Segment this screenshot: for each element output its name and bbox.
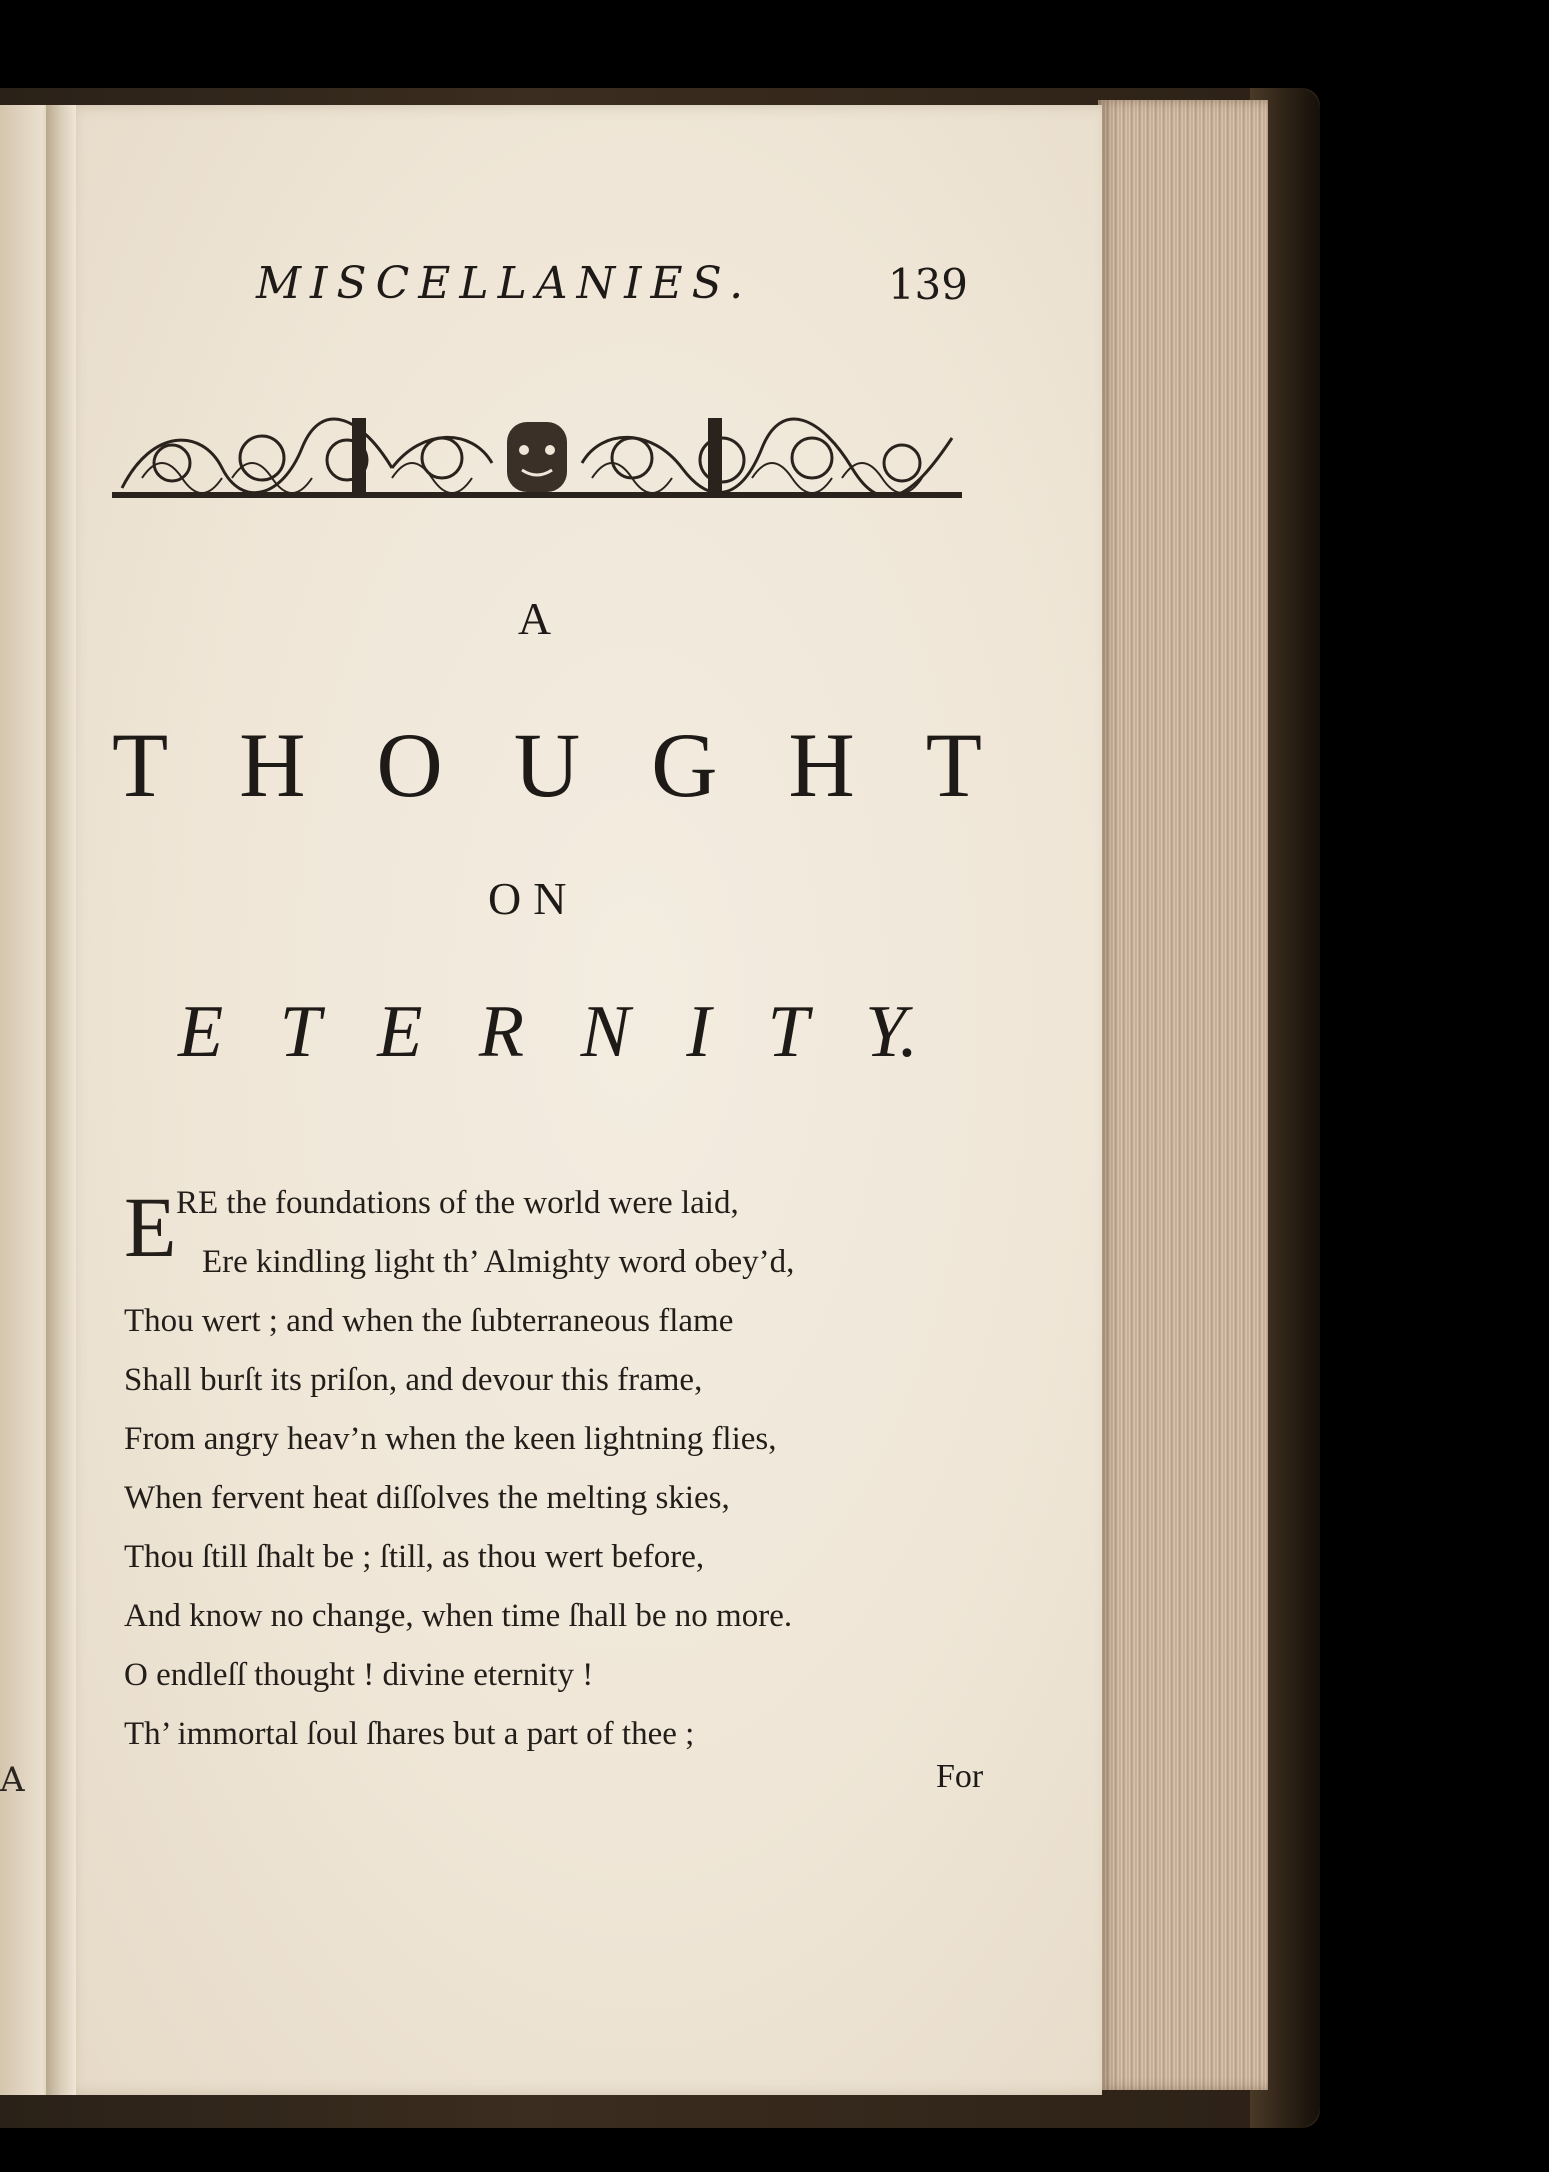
title-letter: G	[651, 714, 718, 816]
poem-line: Ere kindling light th’ Almighty word obey’d,	[202, 1244, 795, 1280]
poem-opening-lines	[176, 1174, 794, 1292]
poem-line: When fervent heat diſſolves the melting skies,	[124, 1480, 730, 1516]
poem-line: Th’ immortal ſoul ſhares but a part of thee ;	[124, 1716, 695, 1752]
running-head	[186, 258, 976, 328]
title-letter: T	[767, 991, 809, 1073]
title-letter: T	[925, 714, 982, 816]
title-letter: R	[478, 991, 525, 1073]
headpiece-ornament	[112, 408, 962, 504]
poem-line: RE the foundations of the world were laid,	[176, 1185, 739, 1221]
title-letter: H	[239, 714, 306, 816]
title-letter: T	[279, 991, 321, 1073]
title-letter: T	[112, 714, 169, 816]
poem-line: Thou wert ; and when the ſubterraneous flame	[124, 1303, 734, 1339]
title-preposition: ON	[488, 873, 579, 924]
catchword: For	[936, 1758, 984, 1795]
poem-line: Thou ſtill ſhalt be ; ſtill, as thou wert before,	[124, 1539, 705, 1575]
poem-line: O endleſſ thought ! divine eternity !	[124, 1657, 594, 1693]
poem-line: And know no change, when time ſhall be no more.	[124, 1598, 793, 1634]
poem-line: Shall burſt its priſon, and devour this frame,	[124, 1362, 703, 1398]
title-article: A	[517, 593, 552, 644]
title-letter: I	[686, 991, 712, 1073]
facing-page-fragment: A	[0, 1760, 25, 1800]
title-letter: N	[580, 991, 630, 1073]
title-letter: O	[376, 714, 443, 816]
drop-cap: E	[124, 1179, 177, 1275]
title-letter: U	[513, 714, 581, 816]
title-word-thought	[112, 712, 982, 818]
poem-body	[124, 1292, 792, 1764]
page-number: 139	[887, 260, 968, 309]
page-edges	[1098, 100, 1268, 2090]
title-word-eternity	[178, 990, 918, 1075]
page-gutter	[46, 105, 76, 2095]
title-letter: Y.	[865, 991, 918, 1073]
title-letter: E	[377, 991, 423, 1073]
book-page	[66, 105, 1102, 2095]
title-letter: H	[788, 714, 855, 816]
poem-line: From angry heav’n when the keen lightning flies,	[124, 1421, 777, 1457]
title-letter: E	[178, 991, 224, 1073]
running-title: MISCELLANIES.	[256, 258, 753, 309]
